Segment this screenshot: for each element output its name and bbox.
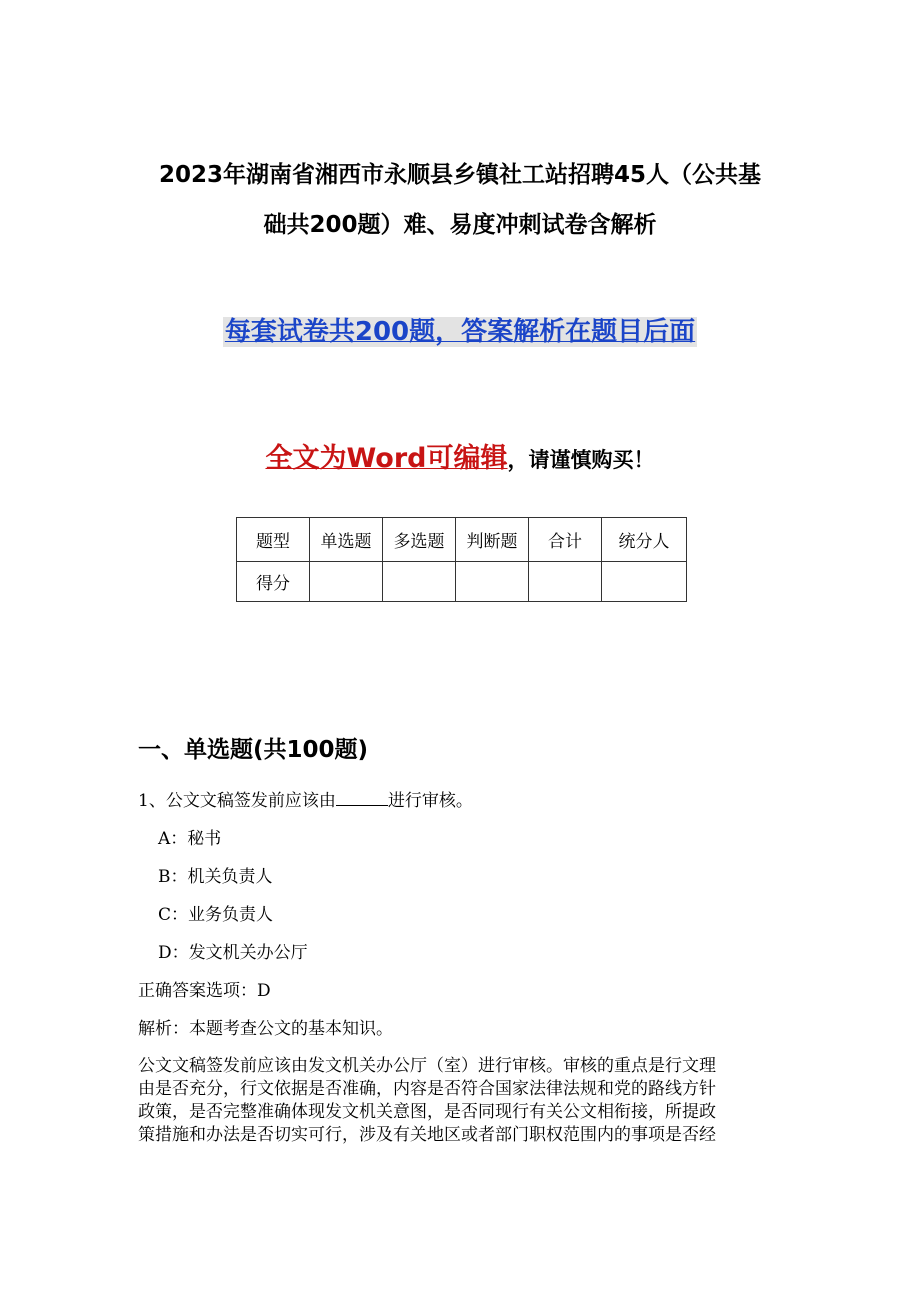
score-cell-single bbox=[310, 562, 383, 602]
header-cell-multi: 多选题 bbox=[383, 518, 456, 562]
analysis-label: 解析：本题考查公文的基本知识。 bbox=[138, 1019, 393, 1039]
document-title bbox=[130, 150, 790, 250]
correct-answer: 正确答案选项：D bbox=[138, 981, 271, 1001]
score-table-header-row bbox=[237, 518, 687, 562]
question-blank bbox=[336, 787, 388, 806]
question-stem-after: 进行审核。 bbox=[387, 791, 473, 811]
explanation-line-3: 政策，是否完整准确体现发文机关意图，是否同现行有关公文相衔接，所提政 bbox=[138, 1102, 716, 1122]
option-d: D：发文机关办公厅 bbox=[158, 943, 308, 963]
option-c: C：业务负责人 bbox=[158, 905, 274, 925]
notice-editable-link[interactable]: 全文为Word可编辑 bbox=[265, 443, 508, 474]
explanation-line-2: 由是否充分，行文依据是否准确，内容是否符合国家法律法规和党的路线方针 bbox=[138, 1079, 716, 1099]
header-cell-scorer: 统分人 bbox=[602, 518, 687, 562]
header-cell-single: 单选题 bbox=[310, 518, 383, 562]
subtitle bbox=[0, 310, 920, 354]
score-cell-total bbox=[529, 562, 602, 602]
score-table bbox=[236, 517, 687, 602]
notice-warning: ，请谨慎购买！ bbox=[507, 448, 655, 472]
header-cell-judge: 判断题 bbox=[456, 518, 529, 562]
explanation-line-4: 策措施和办法是否切实可行，涉及有关地区或者部门职权范围内的事项是否经 bbox=[138, 1125, 716, 1145]
option-b: B：机关负责人 bbox=[158, 867, 273, 887]
notice bbox=[0, 437, 920, 484]
row-label-score: 得分 bbox=[237, 562, 310, 602]
question-stem bbox=[138, 787, 473, 815]
question-stem-before: 1、公文文稿签发前应该由 bbox=[138, 791, 336, 811]
explanation-paragraph bbox=[138, 1055, 774, 1147]
score-table-score-row bbox=[237, 562, 687, 602]
subtitle-link[interactable]: 每套试卷共200题，答案解析在题目后面 bbox=[224, 317, 696, 347]
score-cell-judge bbox=[456, 562, 529, 602]
header-cell-total: 合计 bbox=[529, 518, 602, 562]
explanation-line-1: 公文文稿签发前应该由发文机关办公厅（室）进行审核。审核的重点是行文理 bbox=[138, 1056, 716, 1076]
title-line-2: 础共200题）难、易度冲刺试卷含解析 bbox=[263, 212, 657, 238]
section-title: 一、单选题(共100题) bbox=[138, 737, 369, 763]
header-cell-type: 题型 bbox=[237, 518, 310, 562]
option-a: A：秘书 bbox=[158, 829, 222, 849]
score-cell-multi bbox=[383, 562, 456, 602]
title-line-1: 2023年湖南省湘西市永顺县乡镇社工站招聘45人（公共基 bbox=[158, 162, 762, 188]
score-cell-scorer bbox=[602, 562, 687, 602]
